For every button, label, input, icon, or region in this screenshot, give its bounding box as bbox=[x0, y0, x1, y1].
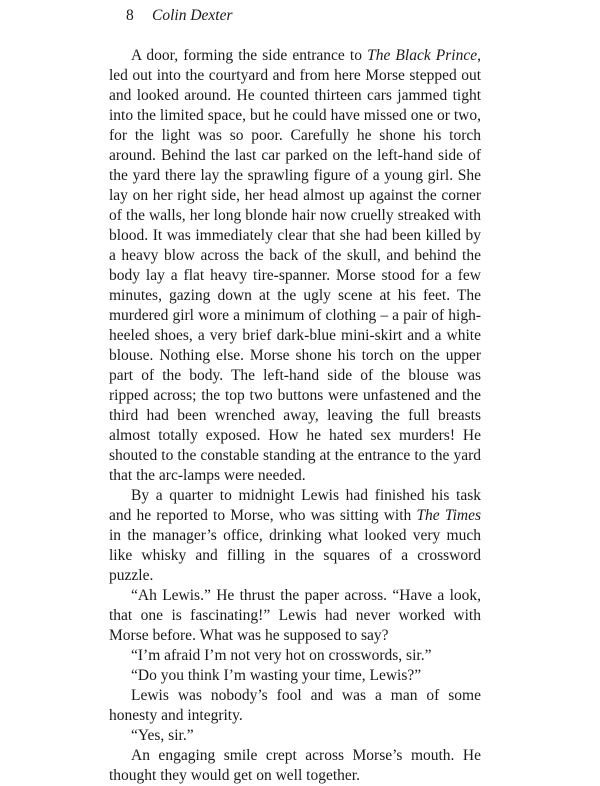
paragraph: “Do you think I’m wasting your time, Lewis?” bbox=[131, 667, 422, 684]
author-name: Colin Dexter bbox=[152, 7, 233, 24]
paragraph: A door, forming the side entrance to The Black Prince, led out into the courtyard and from here Morse stepped out and looked around. He counted thirteen cars jammed tight into the limited space, but he could have missed one or two, for the light was so poor. Carefully he shone his torch around. Behind the last car parked on the left-hand side of the yard there lay the sprawling figure of a young girl. She lay on her right side, her head almost up against the corner of the walls, her long blonde hair now cruelly streaked with blood. It was immediately clear that she had been killed by a heavy blow across the back of the skull, and behind the body lay a flat heavy tire-spanner. Morse stood for a few minutes, gazing down at the ugly scene at his feet. The murdered girl wore a minimum of clothing – a pair of high-heeled shoes, a very brief dark-blue mini-skirt and a white blouse. Nothing else. Morse shone his torch on the upper part of the body. The left-hand side of the blouse was ripped across; the top two buttons were unfastened and the third had been wrenched away, leaving the full breasts almost totally exposed. How he hated sex murders! He shouted to the constable standing at the entrance to the yard that the arc-lamps were needed. bbox=[109, 47, 481, 484]
paragraph: “Yes, sir.” bbox=[131, 727, 194, 744]
body-text bbox=[109, 46, 481, 786]
italic-title: The Times bbox=[416, 507, 481, 524]
paragraph: “Ah Lewis.” He thrust the paper across. “Have a look, that one is fascinating!” Lewis had never worked with Morse before. What was he supposed to say? bbox=[109, 587, 481, 644]
italic-title: The Black Prince bbox=[367, 47, 478, 64]
paragraph: Lewis was nobody’s fool and was a man of some honesty and integrity. bbox=[109, 687, 481, 724]
running-header bbox=[126, 6, 233, 26]
paragraph: By a quarter to midnight Lewis had finished his task and he reported to Morse, who was sitting with The Times in the manager’s office, drinking what looked very much like whisky and filling in the squares of a crossword puzzle. bbox=[109, 487, 481, 584]
paragraph: An engaging smile crept across Morse’s mouth. He thought they would get on well together. bbox=[109, 747, 481, 784]
paragraph: “I’m afraid I’m not very hot on crosswords, sir.” bbox=[131, 647, 432, 664]
page-number: 8 bbox=[126, 7, 134, 24]
